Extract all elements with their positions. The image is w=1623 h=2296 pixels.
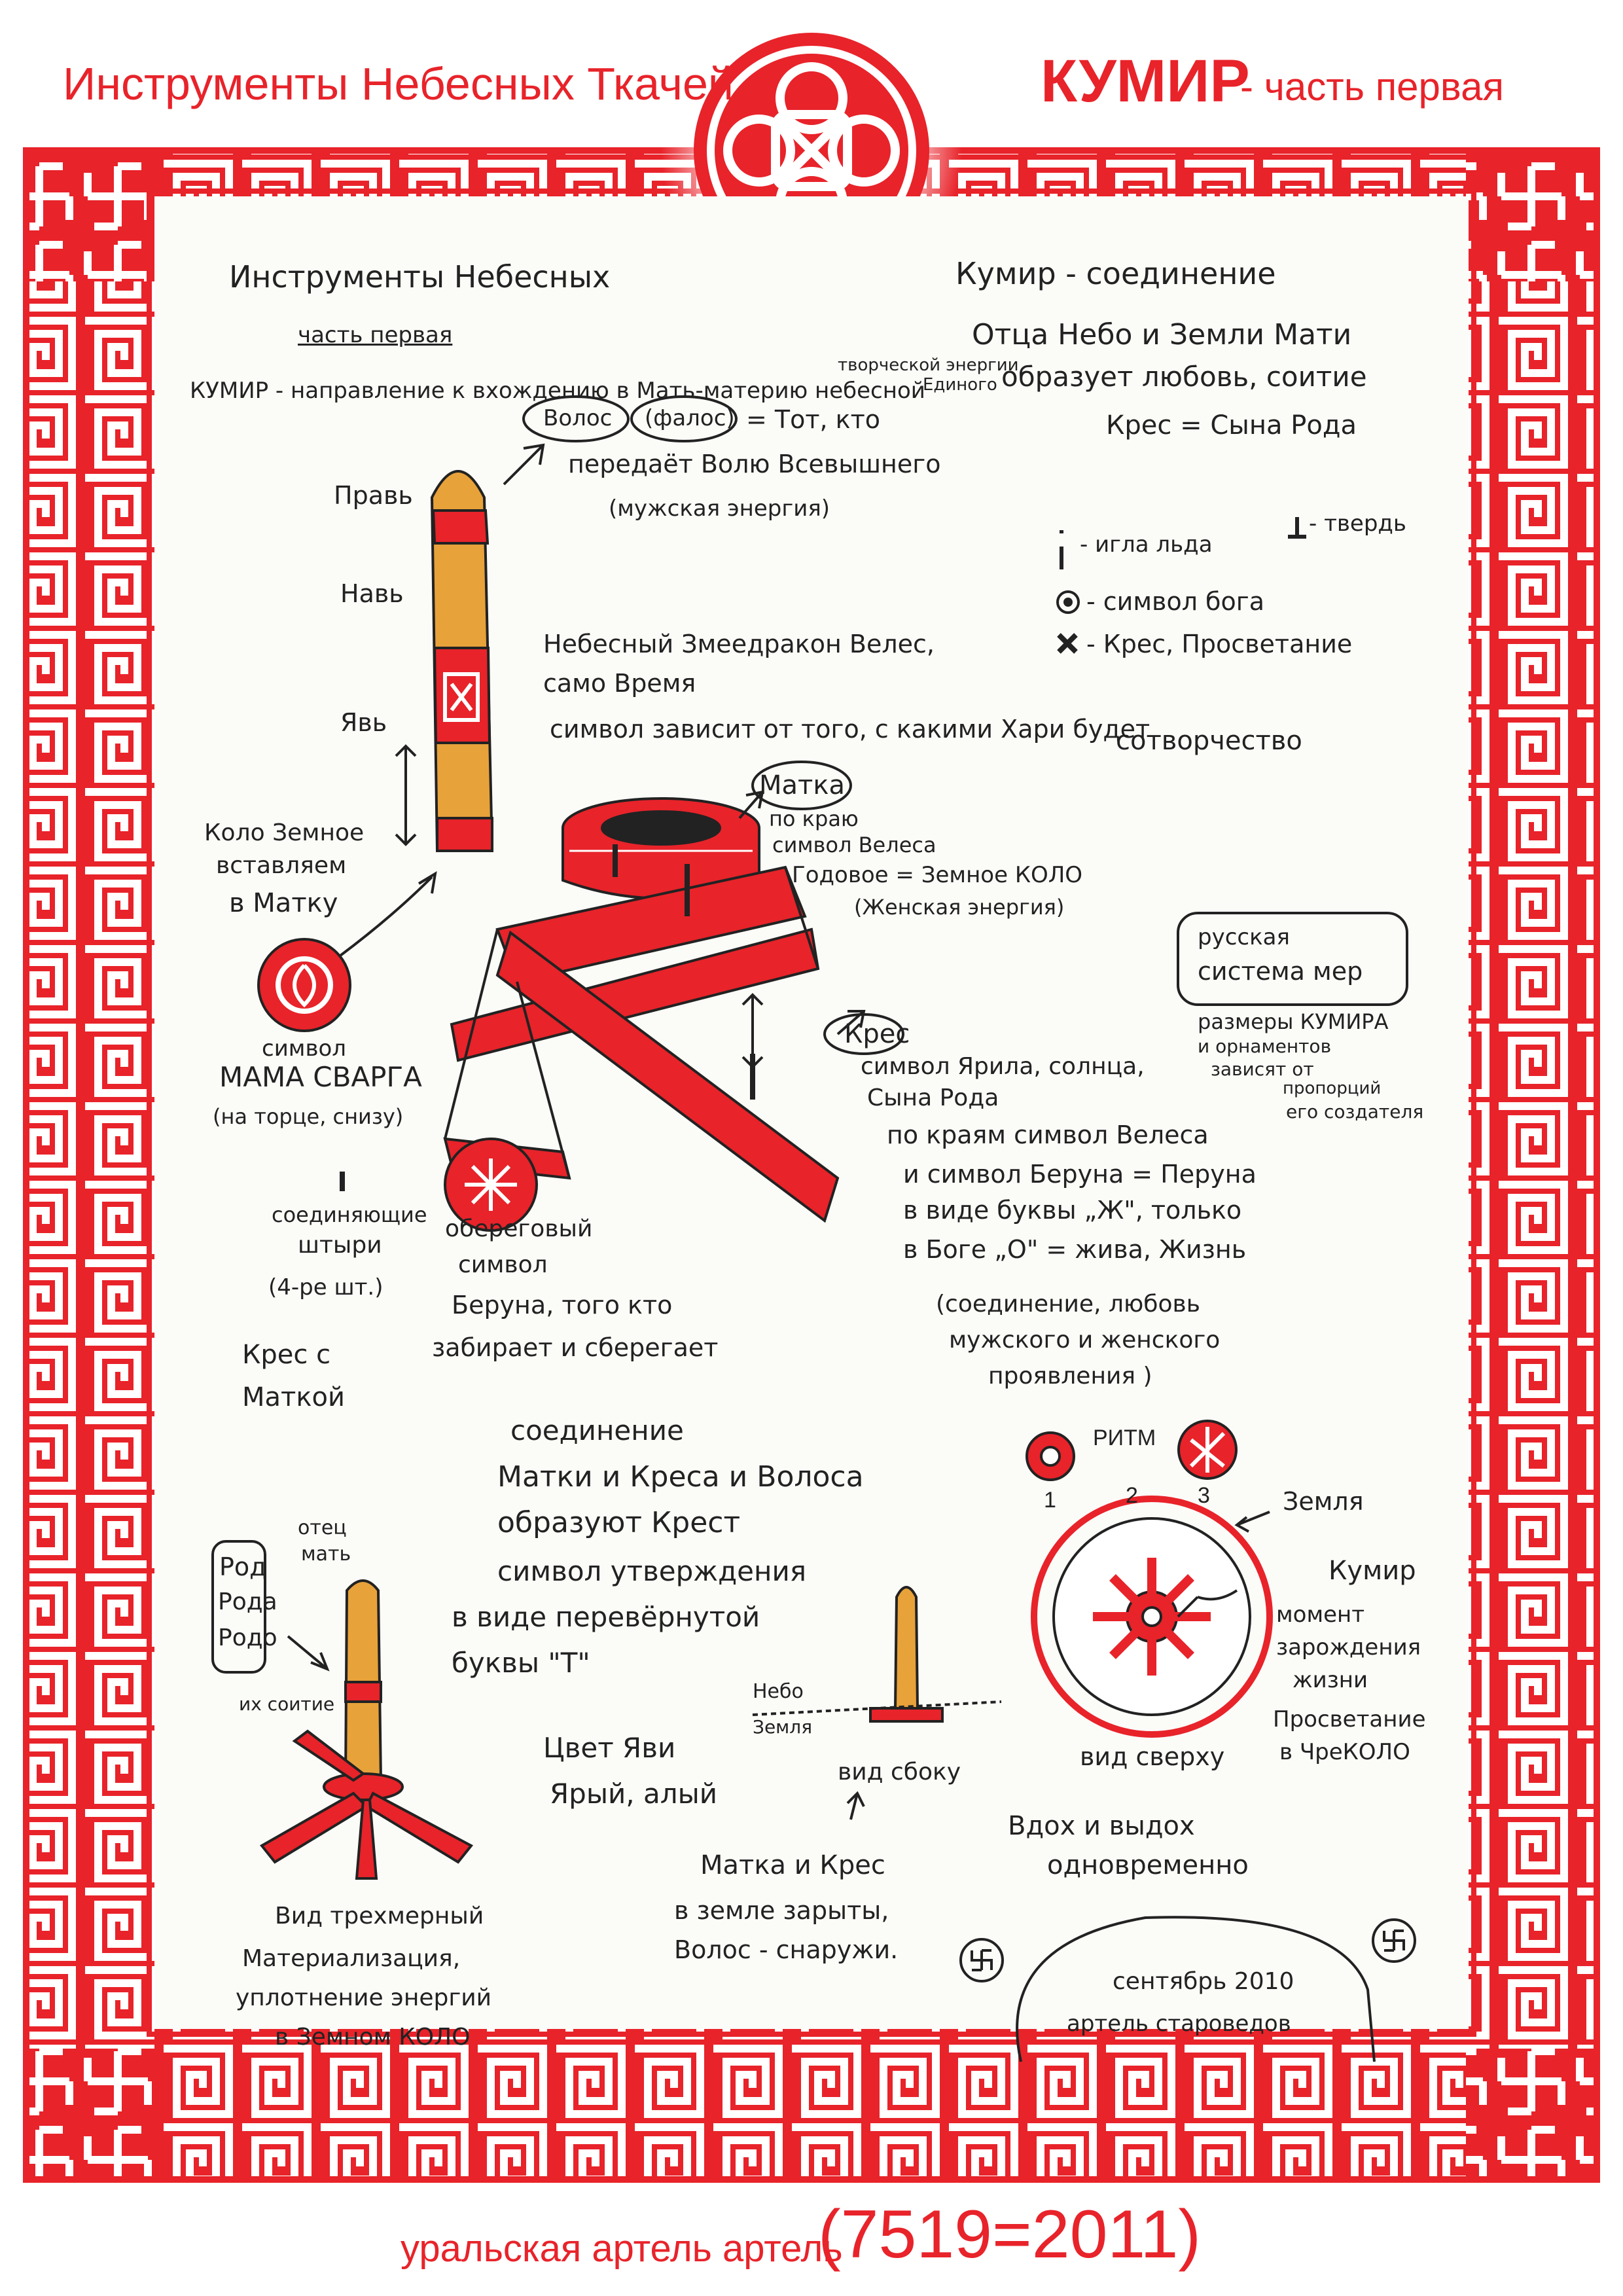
note-prosvetanie: Просветание	[1273, 1706, 1426, 1732]
note-materializaciya: Материализация,	[242, 1945, 461, 1972]
note-volos-snaruzhi: Волос - снаружи.	[674, 1935, 899, 1964]
note-proporcii: пропорций	[1283, 1079, 1382, 1098]
kumir-pillar-drawing	[432, 471, 492, 851]
note-matki-kresa: Матки и Креса и Волоса	[497, 1460, 864, 1494]
note-simvol-velesa: символ Велеса	[772, 833, 936, 857]
header-right-title-main: КУМИР	[1041, 48, 1250, 115]
note-tot-kto: = Тот, кто	[746, 405, 881, 434]
note-moment: момент	[1276, 1602, 1365, 1628]
note-num1: 1	[1044, 1488, 1056, 1513]
note-chetyre: (4-ре шт.)	[268, 1274, 383, 1300]
note-matkoy: Маткой	[242, 1382, 345, 1412]
note-obrazuyut-krest: образуют Крест	[497, 1506, 741, 1539]
legend-kres: - Крес, Просветание	[1086, 630, 1353, 658]
note-zhen-energy: (Женская энергия)	[854, 895, 1065, 920]
note-nebesny: Небесный Змеедракон Велес,	[543, 630, 935, 658]
swastika-right-icon	[1373, 1920, 1415, 1962]
note-prav: Правь	[334, 481, 413, 510]
note-kumir-def2: творческой энергии	[838, 355, 1019, 375]
note-razmery: размеры КУМИРА	[1198, 1009, 1389, 1034]
note-muzh-energy: (мужская энергия)	[609, 495, 830, 522]
note-simvol-zavisit: символ зависит от того, с какими Хари будет	[550, 715, 1150, 744]
note-num3: 3	[1198, 1483, 1210, 1508]
note-matka-i-kres: Матка и Крес	[700, 1850, 885, 1880]
note-mama-svarga: МАМА СВАРГА	[219, 1061, 422, 1093]
note-simvol-yarila: символ Ярила, солнца,	[861, 1053, 1145, 1080]
note-soedinenie-lyubov: (соединение, любовь	[936, 1291, 1200, 1318]
note-soedinyayushie: соединяющие	[272, 1202, 427, 1227]
note-otec: отец	[298, 1516, 347, 1539]
note-ego-sozdatelya: его создателя	[1286, 1101, 1424, 1122]
note-shtyri: штыри	[298, 1232, 382, 1259]
note-nebo: Небо	[753, 1680, 804, 1703]
note-russkaya: русская	[1198, 924, 1290, 950]
rod-cross-drawing	[262, 1581, 471, 1878]
note-kres: Крес	[844, 1019, 910, 1049]
note-v-zemnom-kolo: в Земном КОЛО	[275, 2024, 471, 2051]
note-zarozhdeniya: зарождения	[1276, 1634, 1421, 1660]
note-kres-syna: Крес = Сына Рода	[1106, 410, 1357, 440]
note-vdoh: Вдох и выдох	[1008, 1811, 1195, 1841]
note-volos: Волос	[543, 405, 613, 431]
note-soedinenie2: соединение	[510, 1414, 684, 1446]
note-v-vide-bukvy: в виде буквы „Ж", только	[903, 1196, 1242, 1225]
note-ih-soitie: их соитие	[239, 1693, 335, 1715]
legend-tverd: - твердь	[1309, 511, 1406, 537]
note-vid-sverhu: вид сверху	[1080, 1742, 1225, 1771]
note-rod: Род	[219, 1552, 267, 1581]
note-kolo-zemnoe: Коло Земное	[204, 819, 365, 846]
note-zavisyat: зависят от	[1211, 1058, 1314, 1080]
note-i-ornamentov: и орнаментов	[1198, 1035, 1332, 1057]
note-uplotnenie: уплотнение энергий	[236, 1984, 492, 2011]
kres-cross-drawing	[445, 844, 838, 1230]
legend-simvol-boga: - символ бога	[1086, 587, 1264, 616]
note-kumir: Кумир	[1329, 1556, 1416, 1586]
note-cvet-yavi: Цвет Яви	[543, 1732, 676, 1764]
note-simvol-beruna: и символ Беруна = Перуна	[903, 1160, 1257, 1189]
footer-year: (7519=2011)	[818, 2197, 1201, 2272]
note-vid-trehmerny: Вид трехмерный	[275, 1903, 484, 1929]
note-v-matku: в Матку	[229, 888, 338, 918]
note-roda: Рода	[218, 1588, 277, 1615]
note-simvol-utv: символ утверждения	[497, 1555, 807, 1587]
note-syna-roda: Сына Рода	[867, 1085, 999, 1111]
note-num2: 2	[1126, 1483, 1138, 1508]
note-po-krayam: по краям символ Велеса	[887, 1121, 1209, 1149]
note-v-vide-perev: в виде перевёрнутой	[452, 1601, 760, 1633]
note-po-krayu: по краю	[769, 806, 859, 831]
note-zabiraet: забирает и сберегает	[432, 1333, 719, 1362]
note-beruna: Беруна, того кто	[452, 1291, 673, 1319]
note-proyavleniya: проявления )	[988, 1363, 1152, 1390]
note-sotvorchestvo: сотворчество	[1116, 726, 1302, 756]
note-zemlya-small: Земля	[753, 1716, 813, 1738]
legend-igla: - игла льда	[1080, 531, 1213, 558]
header-left-title: Инструменты Небесных Ткачей	[63, 58, 734, 109]
note-sentyabr: сентябрь 2010	[1113, 1968, 1294, 1995]
note-godovoe: Годовое = Земное КОЛО	[792, 862, 1083, 888]
note-obrazuet: образует любовь, соитие	[1001, 361, 1367, 393]
note-simvol2: символ	[458, 1251, 548, 1278]
note-vid-sboku: вид сбоку	[838, 1759, 961, 1785]
note-bukvy-t: буквы "Т"	[452, 1647, 590, 1679]
header-right-title-rest: - часть первая	[1240, 65, 1504, 109]
mama-svarga-symbol-icon	[259, 939, 350, 1031]
note-title: Инструменты Небесных	[229, 259, 611, 295]
note-yary-aly: Ярый, алый	[550, 1778, 718, 1810]
note-muzhskogo: мужского и женского	[949, 1327, 1221, 1354]
note-zemlya: Земля	[1283, 1487, 1364, 1516]
note-v-chrekolo: в ЧреКОЛО	[1279, 1739, 1410, 1765]
note-na-torce: (на торце, снизу)	[213, 1104, 404, 1129]
note-v-zemle: в земле зарыты,	[674, 1896, 889, 1925]
note-subtitle: часть первая	[298, 322, 453, 348]
note-odnovremenno: одновременно	[1047, 1850, 1249, 1880]
note-vstavlyaem: вставляем	[216, 852, 347, 879]
note-ritm: РИТМ	[1093, 1426, 1156, 1450]
note-otca-neba: Отца Небо и Земли Мати	[972, 318, 1352, 351]
note-oberegovy: обереговый	[445, 1215, 593, 1242]
note-simvol: символ	[262, 1035, 347, 1062]
top-view-earth-drawing	[1034, 1499, 1270, 1734]
swastika-left-icon	[961, 1939, 1003, 1981]
note-falos: (фалос)	[645, 405, 735, 431]
note-rodo: Родо	[218, 1624, 277, 1651]
note-samo-vremya: само Время	[543, 669, 696, 698]
note-artel-starovedov: артель староведов	[1067, 2011, 1291, 2037]
note-zhizni: жизни	[1293, 1667, 1368, 1693]
note-sistema-mer: система мер	[1198, 957, 1363, 986]
note-v-boge: в Боге „О" = жива, Жизнь	[903, 1235, 1247, 1264]
note-kres-s: Крес с	[242, 1340, 331, 1370]
note-yav: Явь	[340, 708, 387, 737]
note-nav: Навь	[340, 579, 404, 608]
note-kumir-soed: Кумир - соединение	[955, 256, 1276, 291]
note-kumir-def: КУМИР - направление к вхождению в Мать-материю небесной	[190, 378, 925, 404]
note-mat: мать	[301, 1543, 351, 1566]
note-matka: Матка	[759, 770, 845, 800]
footer-text: уральская артель артель	[401, 2227, 843, 2270]
note-peredaet: передаёт Волю Всевышнего	[568, 450, 941, 478]
note-kumir-def3: Единого	[923, 375, 997, 395]
